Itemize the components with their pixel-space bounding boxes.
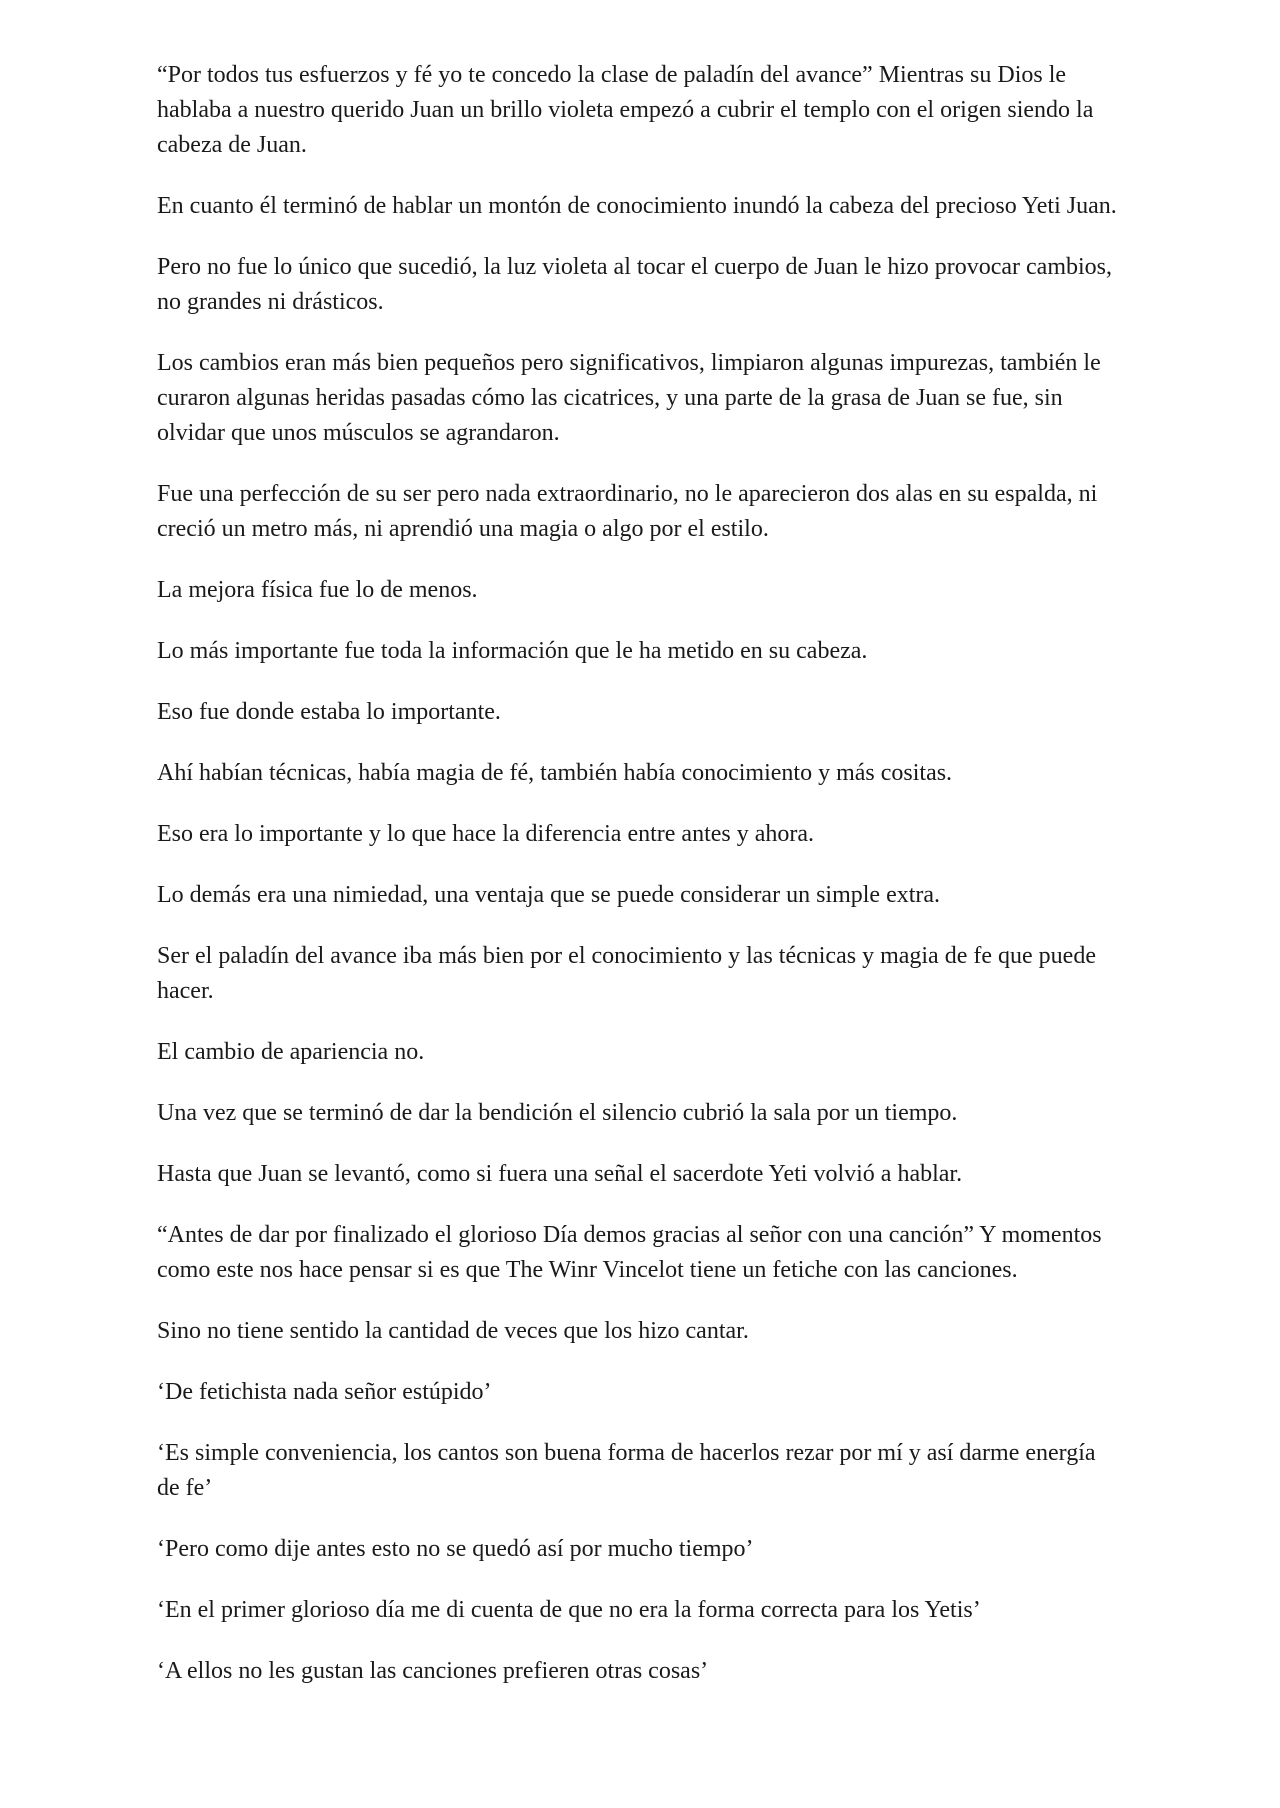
paragraph: Sino no tiene sentido la cantidad de veces que los hizo cantar. <box>157 1318 749 1344</box>
paragraph: ‘Pero como dije antes esto no se quedó así por mucho tiempo’ <box>157 1536 754 1562</box>
paragraph: La mejora física fue lo de menos. <box>157 577 478 603</box>
paragraph: ‘En el primer glorioso día me di cuenta de que no era la forma correcta para los Yetis’ <box>157 1597 981 1623</box>
paragraph: Lo más importante fue toda la información que le ha metido en su cabeza. <box>157 638 868 664</box>
paragraph: Pero no fue lo único que sucedió, la luz violeta al tocar el cuerpo de Juan le hizo provocar cambios, no grandes ni drásticos. <box>157 254 1112 315</box>
paragraph: Una vez que se terminó de dar la bendición el silencio cubrió la sala por un tiempo. <box>157 1100 958 1126</box>
paragraph: En cuanto él terminó de hablar un montón de conocimiento inundó la cabeza del precioso Yeti Juan. <box>157 193 1117 219</box>
paragraph: Ser el paladín del avance iba más bien por el conocimiento y las técnicas y magia de fe que puede hacer. <box>157 943 1096 1004</box>
paragraph: Los cambios eran más bien pequeños pero significativos, limpiaron algunas impurezas, también le curaron algunas heridas pasadas cómo las cicatrices, y una parte de la grasa de Juan se fue, sin olvidar que unos músculos se agrandaron. <box>157 350 1101 446</box>
paragraph: Hasta que Juan se levantó, como si fuera una señal el sacerdote Yeti volvió a hablar. <box>157 1161 963 1187</box>
paragraph: ‘De fetichista nada señor estúpido’ <box>157 1379 492 1405</box>
paragraph: Eso fue donde estaba lo importante. <box>157 699 501 725</box>
paragraph: Lo demás era una nimiedad, una ventaja que se puede considerar un simple extra. <box>157 882 941 908</box>
document-body <box>157 58 1123 1715</box>
paragraph: ‘Es simple conveniencia, los cantos son buena forma de hacerlos rezar por mí y así darme energía de fe’ <box>157 1440 1096 1501</box>
paragraph: Fue una perfección de su ser pero nada extraordinario, no le aparecieron dos alas en su espalda, ni creció un metro más, ni aprendió una magia o algo por el estilo. <box>157 481 1098 542</box>
paragraph: Ahí habían técnicas, había magia de fé, también había conocimiento y más cositas. <box>157 760 953 786</box>
paragraph: Eso era lo importante y lo que hace la diferencia entre antes y ahora. <box>157 821 815 847</box>
paragraph: ‘A ellos no les gustan las canciones prefieren otras cosas’ <box>157 1658 709 1684</box>
paragraph: El cambio de apariencia no. <box>157 1039 425 1065</box>
paragraph: “Antes de dar por finalizado el glorioso Día demos gracias al señor con una canción” Y momentos como este nos hace pensar si es que The Winr Vincelot tiene un fetiche con las canciones. <box>157 1222 1102 1283</box>
paragraph: “Por todos tus esfuerzos y fé yo te concedo la clase de paladín del avance” Mientras su Dios le hablaba a nuestro querido Juan un brillo violeta empezó a cubrir el templo con el origen siendo la cabeza de Juan. <box>157 62 1094 158</box>
